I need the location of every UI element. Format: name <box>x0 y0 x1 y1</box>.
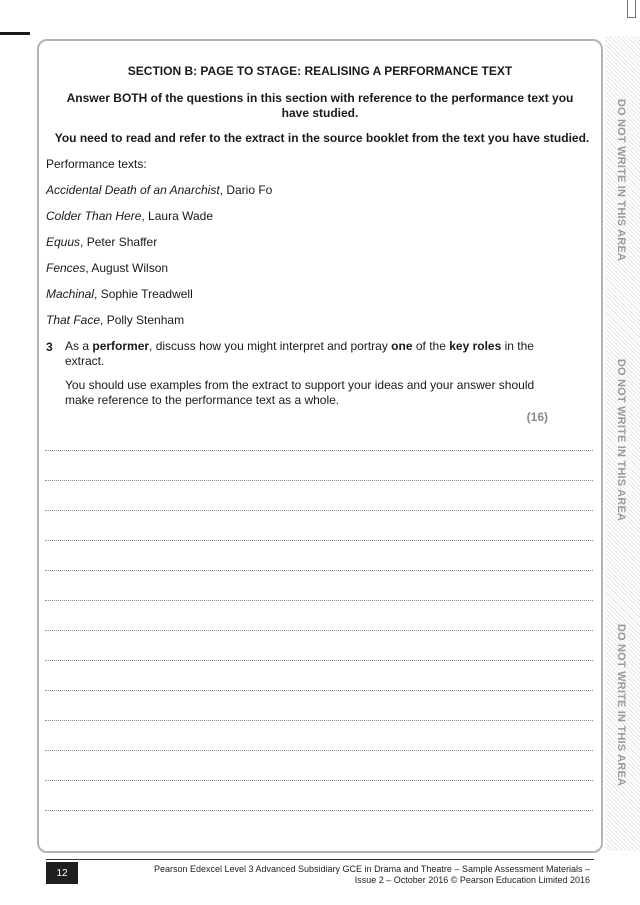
answer-line[interactable] <box>45 600 593 601</box>
performance-text-item <box>46 313 184 327</box>
performance-text-item <box>46 287 193 301</box>
answer-line[interactable] <box>45 690 593 691</box>
answer-line[interactable] <box>45 780 593 781</box>
answer-line[interactable] <box>45 660 593 661</box>
answer-line[interactable] <box>45 750 593 751</box>
performance-texts-label: Performance texts: <box>46 157 147 171</box>
instruction-answer-both: Answer BOTH of the questions in this section with reference to the performance text you have studied. <box>66 91 574 120</box>
instruction-read-extract: You need to read and refer to the extract in the source booklet from the text you have studied. <box>54 131 590 145</box>
text-author: , August Wilson <box>85 261 169 275</box>
text-author: , Peter Shaffer <box>80 235 158 249</box>
performance-text-item <box>46 183 272 197</box>
question-number: 3 <box>46 340 53 354</box>
page-number: 12 <box>46 862 78 884</box>
text-title: That Face <box>46 313 101 327</box>
answer-line[interactable] <box>45 810 593 811</box>
question-marks: (16) <box>526 410 548 424</box>
performance-text-item <box>46 235 157 249</box>
text-title: Accidental Death of an Anarchist <box>46 183 220 197</box>
side-warning-1: DO NOT WRITE IN THIS AREA <box>615 98 628 262</box>
text-author: , Dario Fo <box>219 183 273 197</box>
footer-line-2: Issue 2 – October 2016 © Pearson Education Limited 2016 <box>354 875 590 885</box>
text-author: , Laura Wade <box>141 209 213 223</box>
answer-line[interactable] <box>45 720 593 721</box>
answer-line[interactable] <box>45 450 593 451</box>
section-title: SECTION B: PAGE TO STAGE: REALISING A PERFORMANCE TEXT <box>127 64 513 78</box>
text-title: Equus <box>46 235 81 249</box>
footer-line-1: Pearson Edexcel Level 3 Advanced Subsidiary GCE in Drama and Theatre – Sample Assessment Materials – <box>153 864 590 874</box>
text-title: Colder Than Here <box>46 209 142 223</box>
footer-text <box>120 864 590 886</box>
performance-text-item <box>46 261 168 275</box>
text-author: , Sophie Treadwell <box>94 287 193 301</box>
question-guidance: You should use examples from the extract to support your ideas and your answer should make reference to the performance text as a whole. <box>65 378 535 407</box>
answer-line[interactable] <box>45 540 593 541</box>
side-warning-3: DO NOT WRITE IN THIS AREA <box>615 623 628 787</box>
answer-line[interactable] <box>45 510 593 511</box>
corner-crop-mark <box>627 0 636 18</box>
question-text: As a performer, discuss how you might interpret and portray one of the key roles in the extract. <box>65 339 534 368</box>
text-title: Machinal <box>46 287 95 301</box>
answer-line[interactable] <box>45 630 593 631</box>
corner-rule <box>0 32 30 35</box>
answer-line[interactable] <box>45 480 593 481</box>
performance-text-item <box>46 209 213 223</box>
answer-line[interactable] <box>45 570 593 571</box>
footer-rule <box>46 859 594 860</box>
text-author: , Polly Stenham <box>100 313 185 327</box>
text-title: Fences <box>46 261 86 275</box>
side-warning-2: DO NOT WRITE IN THIS AREA <box>615 358 628 522</box>
